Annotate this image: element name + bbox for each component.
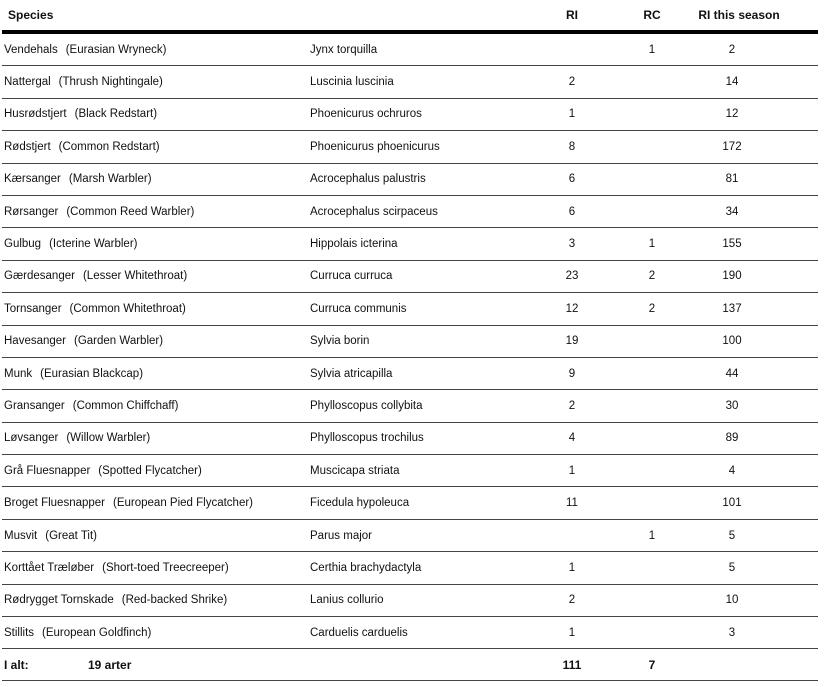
ri-season-value: 137 bbox=[722, 302, 742, 315]
ri-season-value: 30 bbox=[725, 399, 739, 412]
ri-season-value: 100 bbox=[722, 335, 742, 348]
scientific-name: Acrocephalus palustris bbox=[310, 173, 426, 186]
scientific-name: Phylloscopus trochilus bbox=[310, 432, 424, 445]
english-name: (Spotted Flycatcher) bbox=[98, 464, 202, 477]
table-row bbox=[2, 164, 818, 196]
english-name: (Short-toed Treecreeper) bbox=[102, 561, 229, 574]
ri-value: 6 bbox=[568, 205, 576, 218]
scientific-name: Phylloscopus collybita bbox=[310, 399, 423, 412]
table-row bbox=[2, 66, 818, 98]
local-name: Musvit bbox=[4, 529, 38, 542]
table-row bbox=[2, 196, 818, 228]
scientific-name: Curruca communis bbox=[310, 302, 407, 315]
header-species: Species bbox=[8, 8, 54, 22]
local-name: Tornsanger bbox=[4, 302, 62, 315]
scientific-name: Sylvia borin bbox=[310, 335, 370, 348]
table-row bbox=[2, 228, 818, 260]
local-name: Nattergal bbox=[4, 76, 51, 89]
english-name: (Eurasian Wryneck) bbox=[65, 43, 167, 56]
ri-season-value: 101 bbox=[722, 497, 742, 510]
local-name: Korttået Træløber bbox=[4, 561, 95, 574]
species-name bbox=[4, 76, 163, 88]
species-name bbox=[4, 368, 143, 380]
local-name: Rødrygget Tornskade bbox=[4, 594, 114, 607]
local-name: Stillits bbox=[4, 626, 35, 639]
english-name: (Marsh Warbler) bbox=[68, 173, 152, 186]
table-row bbox=[2, 293, 818, 325]
english-name: (Willow Warbler) bbox=[66, 432, 151, 445]
table-row bbox=[2, 131, 818, 163]
ri-value: 1 bbox=[568, 464, 576, 477]
ri-value: 19 bbox=[565, 335, 579, 348]
english-name: (European Goldfinch) bbox=[42, 626, 152, 639]
scientific-name: Lanius collurio bbox=[310, 594, 384, 607]
ri-season-value: 172 bbox=[722, 140, 742, 153]
ri-season-value: 12 bbox=[725, 108, 739, 121]
species-name bbox=[4, 465, 202, 477]
ri-season-value: 4 bbox=[728, 464, 736, 477]
ri-value: 1 bbox=[568, 626, 576, 639]
english-name: (Garden Warbler) bbox=[74, 335, 164, 348]
ri-season-value: 5 bbox=[728, 561, 736, 574]
ri-value: 3 bbox=[568, 238, 576, 251]
ri-season-value: 10 bbox=[725, 594, 739, 607]
total-rc: 7 bbox=[648, 657, 656, 672]
header-rc: RC bbox=[643, 8, 661, 22]
ri-value: 12 bbox=[565, 302, 579, 315]
local-name: Løvsanger bbox=[4, 432, 59, 445]
ri-value: 8 bbox=[568, 140, 576, 153]
species-name bbox=[4, 270, 187, 282]
species-table bbox=[2, 0, 818, 681]
scientific-name: Ficedula hypoleuca bbox=[310, 497, 410, 510]
ri-value: 6 bbox=[568, 173, 576, 186]
ri-season-value: 190 bbox=[722, 270, 742, 283]
header-ri-season: RI this season bbox=[698, 8, 780, 22]
ri-season-value: 14 bbox=[725, 76, 739, 89]
header-ri: RI bbox=[566, 8, 578, 22]
local-name: Gransanger bbox=[4, 399, 65, 412]
table-row bbox=[2, 261, 818, 293]
table-row bbox=[2, 520, 818, 552]
rc-value: 1 bbox=[648, 43, 656, 56]
english-name: (Black Redstart) bbox=[74, 108, 158, 121]
scientific-name: Muscicapa striata bbox=[310, 464, 400, 477]
ri-value: 1 bbox=[568, 561, 576, 574]
scientific-name: Hippolais icterina bbox=[310, 238, 398, 251]
scientific-name: Phoenicurus ochruros bbox=[310, 108, 422, 121]
table-row bbox=[2, 99, 818, 131]
table-row bbox=[2, 455, 818, 487]
table-row bbox=[2, 585, 818, 617]
scientific-name: Acrocephalus scirpaceus bbox=[310, 205, 438, 218]
species-name bbox=[4, 303, 186, 315]
ri-value: 1 bbox=[568, 108, 576, 121]
table-header bbox=[2, 0, 818, 34]
species-name bbox=[4, 594, 227, 606]
table-row bbox=[2, 423, 818, 455]
species-name bbox=[4, 173, 152, 185]
ri-value: 2 bbox=[568, 76, 576, 89]
table-body bbox=[2, 34, 818, 649]
species-name bbox=[4, 335, 163, 347]
table-row bbox=[2, 552, 818, 584]
species-name bbox=[4, 141, 160, 153]
species-name bbox=[4, 206, 194, 218]
total-species-count: 19 arter bbox=[88, 657, 132, 672]
ri-season-value: 2 bbox=[728, 43, 736, 56]
local-name: Gærdesanger bbox=[4, 270, 75, 283]
rc-value: 2 bbox=[648, 302, 656, 315]
scientific-name: Luscinia luscinia bbox=[310, 76, 394, 89]
ri-season-value: 89 bbox=[725, 432, 739, 445]
scientific-name: Certhia brachydactyla bbox=[310, 561, 422, 574]
english-name: (Red-backed Shrike) bbox=[121, 594, 228, 607]
ri-season-value: 44 bbox=[725, 367, 739, 380]
scientific-name: Sylvia atricapilla bbox=[310, 367, 393, 380]
local-name: Broget Fluesnapper bbox=[4, 497, 106, 510]
english-name: (Common Chiffchaff) bbox=[72, 399, 179, 412]
species-name bbox=[4, 400, 178, 412]
local-name: Gulbug bbox=[4, 238, 42, 251]
ri-value: 11 bbox=[566, 497, 578, 510]
ri-value: 23 bbox=[565, 270, 579, 283]
scientific-name: Curruca curruca bbox=[310, 270, 393, 283]
ri-value: 2 bbox=[568, 594, 576, 607]
ri-value: 9 bbox=[568, 367, 576, 380]
species-name bbox=[4, 627, 151, 639]
local-name: Rødstjert bbox=[4, 140, 51, 153]
table-row bbox=[2, 390, 818, 422]
english-name: (Great Tit) bbox=[45, 529, 97, 542]
english-name: (Lesser Whitethroat) bbox=[82, 270, 188, 283]
species-name bbox=[4, 497, 253, 509]
scientific-name: Parus major bbox=[310, 529, 372, 542]
scientific-name: Carduelis carduelis bbox=[310, 626, 408, 639]
local-name: Kærsanger bbox=[4, 173, 61, 186]
ri-value: 2 bbox=[568, 399, 576, 412]
local-name: Vendehals bbox=[4, 43, 58, 56]
species-name bbox=[4, 44, 166, 56]
local-name: Munk bbox=[4, 367, 33, 380]
species-name bbox=[4, 530, 97, 542]
table-row bbox=[2, 326, 818, 358]
ri-season-value: 34 bbox=[725, 205, 739, 218]
species-name bbox=[4, 432, 150, 444]
local-name: Havesanger bbox=[4, 335, 67, 348]
ri-season-value: 5 bbox=[728, 529, 736, 542]
english-name: (Icterine Warbler) bbox=[49, 238, 138, 251]
species-name bbox=[4, 108, 157, 120]
table-row bbox=[2, 487, 818, 519]
rc-value: 1 bbox=[648, 238, 656, 251]
ri-value: 4 bbox=[568, 432, 576, 445]
english-name: (European Pied Flycatcher) bbox=[113, 497, 253, 510]
english-name: (Common Reed Warbler) bbox=[66, 205, 195, 218]
english-name: (Common Whitethroat) bbox=[69, 302, 186, 315]
local-name: Grå Fluesnapper bbox=[4, 464, 91, 477]
ri-season-value: 3 bbox=[728, 626, 736, 639]
species-name bbox=[4, 238, 138, 250]
scientific-name: Phoenicurus phoenicurus bbox=[310, 140, 440, 153]
english-name: (Common Redstart) bbox=[58, 140, 160, 153]
species-name bbox=[4, 562, 229, 574]
english-name: (Eurasian Blackcap) bbox=[40, 367, 144, 380]
total-label: I alt: bbox=[4, 657, 29, 672]
scientific-name: Jynx torquilla bbox=[310, 43, 378, 56]
english-name: (Thrush Nightingale) bbox=[58, 76, 163, 89]
local-name: Husrødstjert bbox=[4, 108, 67, 121]
total-row bbox=[2, 649, 818, 681]
total-ri: 111 bbox=[562, 657, 582, 672]
ri-season-value: 155 bbox=[722, 238, 742, 251]
table-row bbox=[2, 34, 818, 66]
rc-value: 1 bbox=[648, 529, 656, 542]
table-row bbox=[2, 358, 818, 390]
table-row bbox=[2, 617, 818, 649]
ri-season-value: 81 bbox=[725, 173, 739, 186]
local-name: Rørsanger bbox=[4, 205, 59, 218]
rc-value: 2 bbox=[648, 270, 656, 283]
